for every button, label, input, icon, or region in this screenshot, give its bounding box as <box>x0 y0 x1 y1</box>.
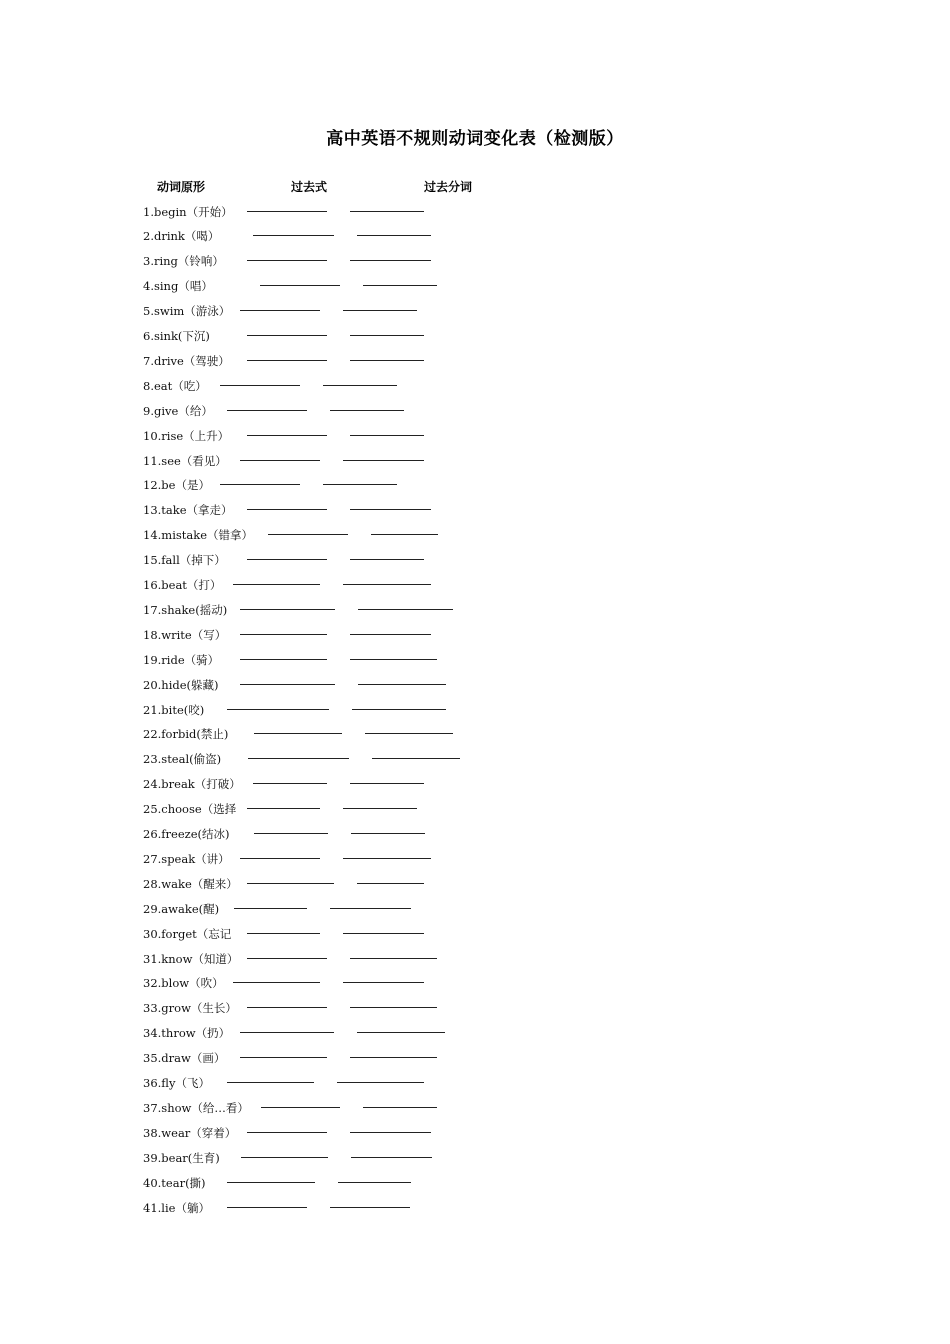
past-participle-blank[interactable] <box>371 534 438 535</box>
verb-label: 28.wake（醒来） <box>143 876 238 891</box>
page-title: 高中英语不规则动词变化表（检测版） <box>326 129 624 149</box>
verb-row <box>143 1073 483 1093</box>
verb-label: 34.throw（扔） <box>143 1026 231 1041</box>
verb-row <box>143 1123 483 1143</box>
past-participle-blank[interactable] <box>337 1082 424 1083</box>
past-participle-blank[interactable] <box>350 360 424 361</box>
verb-row <box>143 1048 483 1068</box>
verb-label: 2.drink（喝） <box>143 229 220 244</box>
past-participle-blank[interactable] <box>350 1132 431 1133</box>
verb-row <box>143 998 483 1018</box>
verb-row <box>143 575 483 595</box>
header-base-form: 动词原形 <box>157 180 206 194</box>
verb-row <box>143 475 483 495</box>
past-participle-blank[interactable] <box>351 1157 432 1158</box>
past-tense-blank[interactable] <box>240 634 327 635</box>
past-tense-blank[interactable] <box>227 709 329 710</box>
past-participle-blank[interactable] <box>357 235 431 236</box>
verb-label: 14.mistake（错拿） <box>143 528 254 543</box>
header-past-participle: 过去分词 <box>424 180 473 194</box>
past-participle-blank[interactable] <box>351 833 425 834</box>
verb-row <box>143 675 483 695</box>
verb-row <box>143 301 483 321</box>
past-participle-blank[interactable] <box>338 1182 411 1183</box>
verb-label: 7.drive（驾驶） <box>143 353 230 368</box>
verb-row <box>143 226 483 246</box>
verb-label: 36.fly（飞） <box>143 1076 210 1090</box>
past-tense-blank[interactable] <box>240 659 327 660</box>
past-participle-blank[interactable] <box>350 1007 437 1008</box>
past-participle-blank[interactable] <box>350 211 424 212</box>
past-participle-blank[interactable] <box>343 933 424 934</box>
past-tense-blank[interactable] <box>247 1132 327 1133</box>
past-participle-blank[interactable] <box>343 858 431 859</box>
past-tense-blank[interactable] <box>240 1032 334 1033</box>
past-participle-blank[interactable] <box>330 410 404 411</box>
verb-row <box>143 849 483 869</box>
past-tense-blank[interactable] <box>247 958 327 959</box>
verb-row <box>143 774 483 794</box>
verb-row <box>143 1173 483 1193</box>
verb-row <box>143 949 483 969</box>
verb-row <box>143 1098 483 1118</box>
verb-row <box>143 874 483 894</box>
verb-row <box>143 650 483 670</box>
header-past-tense: 过去式 <box>291 180 328 194</box>
verb-row <box>143 525 483 545</box>
verb-label: 23.steal(偷盗) <box>143 752 222 767</box>
verb-row <box>143 824 483 844</box>
past-participle-blank[interactable] <box>350 783 424 784</box>
verb-label: 18.write（写） <box>143 627 227 642</box>
past-tense-blank[interactable] <box>247 808 320 809</box>
past-participle-blank[interactable] <box>323 484 397 485</box>
past-participle-blank[interactable] <box>343 584 431 585</box>
past-participle-blank[interactable] <box>350 659 437 660</box>
verb-label: 37.show（给…看） <box>143 1100 249 1115</box>
past-participle-blank[interactable] <box>343 460 424 461</box>
verb-label: 24.break（打破） <box>143 777 241 792</box>
past-tense-blank[interactable] <box>254 833 328 834</box>
verb-row <box>143 973 483 993</box>
past-tense-blank[interactable] <box>248 758 349 759</box>
past-tense-blank[interactable] <box>227 1207 307 1208</box>
verb-row <box>143 451 483 471</box>
past-tense-blank[interactable] <box>247 360 327 361</box>
verb-label: 32.blow（吹） <box>143 976 224 991</box>
past-participle-blank[interactable] <box>357 883 424 884</box>
past-participle-blank[interactable] <box>323 385 397 386</box>
past-participle-blank[interactable] <box>350 260 431 261</box>
verb-label: 30.forget（忘记 <box>143 926 232 941</box>
past-participle-blank[interactable] <box>363 285 437 286</box>
verb-label: 21.bite(咬) <box>143 702 205 717</box>
verb-row <box>143 799 483 819</box>
past-tense-blank[interactable] <box>227 1082 314 1083</box>
past-participle-blank[interactable] <box>330 908 411 909</box>
past-tense-blank[interactable] <box>253 235 334 236</box>
past-tense-blank[interactable] <box>247 1007 327 1008</box>
verb-label: 39.bear(生育) <box>143 1150 220 1165</box>
past-participle-blank[interactable] <box>343 982 424 983</box>
past-tense-blank[interactable] <box>254 733 342 734</box>
verb-label: 22.forbid(禁止) <box>143 727 229 742</box>
verb-label: 25.choose（选择 <box>143 802 237 817</box>
past-tense-blank[interactable] <box>247 559 327 560</box>
verb-label: 33.grow（生长） <box>143 1001 237 1016</box>
past-tense-blank[interactable] <box>240 310 320 311</box>
verb-label: 9.give（给） <box>143 403 213 418</box>
verb-row <box>143 724 483 744</box>
verb-row <box>143 251 483 271</box>
verb-label: 1.begin（开始） <box>143 204 233 219</box>
verb-label: 35.draw（画） <box>143 1051 226 1066</box>
past-participle-blank[interactable] <box>350 559 424 560</box>
verb-label: 27.speak（讲） <box>143 851 230 866</box>
verb-row <box>143 749 483 769</box>
past-tense-blank[interactable] <box>234 908 307 909</box>
past-tense-blank[interactable] <box>233 982 320 983</box>
past-participle-blank[interactable] <box>350 1057 437 1058</box>
verb-row <box>143 401 483 421</box>
verb-row <box>143 326 483 346</box>
verb-label: 41.lie（躺） <box>143 1200 210 1215</box>
past-participle-blank[interactable] <box>343 808 417 809</box>
past-participle-blank[interactable] <box>350 634 431 635</box>
past-tense-blank[interactable] <box>247 435 327 436</box>
verb-row <box>143 625 483 645</box>
past-tense-blank[interactable] <box>220 484 300 485</box>
past-tense-blank[interactable] <box>241 1157 328 1158</box>
past-participle-blank[interactable] <box>350 335 424 336</box>
verb-label: 38.wear（穿着） <box>143 1125 237 1140</box>
verb-row <box>143 202 483 222</box>
past-participle-blank[interactable] <box>350 435 424 436</box>
past-tense-blank[interactable] <box>240 609 335 610</box>
verb-label: 10.rise（上升） <box>143 428 230 443</box>
past-participle-blank[interactable] <box>365 733 453 734</box>
past-participle-blank[interactable] <box>357 1032 445 1033</box>
verb-row <box>143 924 483 944</box>
verb-row <box>143 351 483 371</box>
past-participle-blank[interactable] <box>372 758 460 759</box>
verb-label: 12.be（是） <box>143 478 210 493</box>
past-participle-blank[interactable] <box>350 958 437 959</box>
verb-label: 16.beat（打） <box>143 578 222 592</box>
verb-label: 8.eat（吃） <box>143 378 207 393</box>
past-tense-blank[interactable] <box>247 933 320 934</box>
verb-row <box>143 376 483 396</box>
past-tense-blank[interactable] <box>227 410 307 411</box>
verb-label: 15.fall（掉下） <box>143 553 226 568</box>
past-tense-blank[interactable] <box>253 783 327 784</box>
past-tense-blank[interactable] <box>227 1182 315 1183</box>
verb-row <box>143 700 483 720</box>
verb-row <box>143 276 483 296</box>
verb-row <box>143 600 483 620</box>
verb-row <box>143 1148 483 1168</box>
verb-label: 11.see（看见） <box>143 453 227 468</box>
verb-label: 29.awake(醒) <box>143 901 220 916</box>
verb-label: 31.know（知道） <box>143 951 239 966</box>
past-participle-blank[interactable] <box>350 509 431 510</box>
past-tense-blank[interactable] <box>240 460 320 461</box>
past-participle-blank[interactable] <box>330 1207 410 1208</box>
verb-label: 17.shake(摇动) <box>143 602 228 617</box>
past-tense-blank[interactable] <box>247 335 327 336</box>
verb-row <box>143 426 483 446</box>
past-tense-blank[interactable] <box>240 684 335 685</box>
verb-row <box>143 550 483 570</box>
verb-label: 26.freeze(结冰) <box>143 827 230 841</box>
past-tense-blank[interactable] <box>261 1107 340 1108</box>
past-tense-blank[interactable] <box>247 509 327 510</box>
verb-label: 40.tear(撕) <box>143 1175 206 1190</box>
verb-row <box>143 1198 483 1218</box>
verb-label: 19.ride（骑） <box>143 652 220 667</box>
past-participle-blank[interactable] <box>352 709 446 710</box>
verb-label: 4.sing（唱） <box>143 279 213 294</box>
past-tense-blank[interactable] <box>220 385 300 386</box>
past-tense-blank[interactable] <box>240 1057 327 1058</box>
verb-label: 13.take（拿走） <box>143 503 233 518</box>
past-tense-blank[interactable] <box>247 260 327 261</box>
past-tense-blank[interactable] <box>247 211 327 212</box>
past-tense-blank[interactable] <box>240 858 320 859</box>
past-participle-blank[interactable] <box>358 609 453 610</box>
verb-row <box>143 1023 483 1043</box>
past-participle-blank[interactable] <box>343 310 417 311</box>
past-participle-blank[interactable] <box>363 1107 437 1108</box>
verb-label: 3.ring（铃响） <box>143 254 224 269</box>
past-tense-blank[interactable] <box>247 883 334 884</box>
past-participle-blank[interactable] <box>358 684 446 685</box>
past-tense-blank[interactable] <box>260 285 340 286</box>
past-tense-blank[interactable] <box>233 584 320 585</box>
verb-label: 6.sink(下沉) <box>143 329 210 343</box>
verb-label: 20.hide(躲藏) <box>143 677 219 692</box>
verb-row <box>143 899 483 919</box>
verb-row <box>143 500 483 520</box>
verb-label: 5.swim（游泳） <box>143 304 231 319</box>
past-tense-blank[interactable] <box>268 534 348 535</box>
